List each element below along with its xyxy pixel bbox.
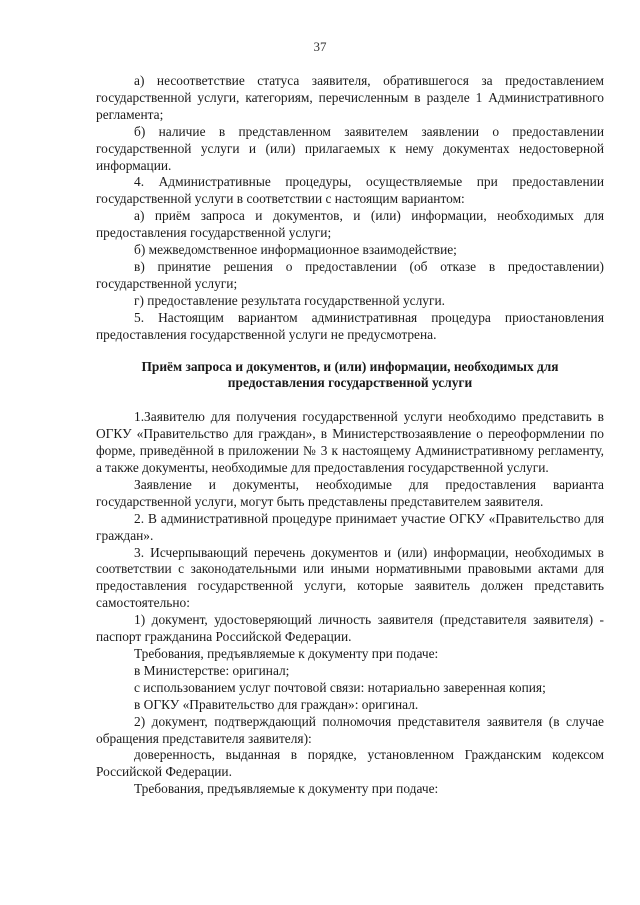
paragraph: г) предоставление результата государственной услуги. bbox=[134, 292, 445, 308]
paragraph: 4. Административные процедуры, осуществляемые при предоставлении государственной услуги в соответствии с настоящим вариантом: bbox=[96, 174, 604, 207]
paragraph: 2. В административной процедуре принимает участие ОГКУ «Правительство для граждан». bbox=[96, 510, 604, 543]
paragraph: а) несоответствие статуса заявителя, обратившегося за предоставлением государственной услуги, категориям, перечисленным в разделе 1 Административного регламента; bbox=[96, 73, 604, 122]
paragraph: 2) документ, подтверждающий полномочия представителя заявителя (в случае обращения представителя заявителя): bbox=[96, 713, 604, 746]
paragraph: 3. Исчерпывающий перечень документов и (или) информации, необходимых в соответствии с законодательными или иными нормативными правовыми актами для предоставления государственной услуги, которые заявитель должен представить самостоятельно: bbox=[96, 544, 604, 611]
paragraph: в Министерстве: оригинал; bbox=[134, 662, 290, 678]
paragraph: Заявление и документы, необходимые для предоставления варианта государственной услуги, могут быть представлены представителем заявителя. bbox=[96, 476, 604, 509]
paragraph: Требования, предъявляемые к документу при подаче: bbox=[134, 646, 439, 661]
section-heading: Приём запроса и документов, и (или) информации, необходимых для предоставления государственной услуги bbox=[141, 358, 559, 391]
paragraph: с использованием услуг почтовой связи: нотариально заверенная копия; bbox=[134, 679, 546, 695]
paragraph: 1.Заявителю для получения государственной услуги необходимо представить в ОГКУ «Правительство для граждан», в Министерствозаявление о переоформлении по форме, приведённой в приложении № 3 к настоящему Административному регламенту, а также документы, необходимые для предоставления государственной услуги. bbox=[96, 409, 604, 476]
document-body bbox=[96, 73, 604, 798]
paragraph: Требования, предъявляемые к документу при подаче: bbox=[134, 781, 439, 797]
page-number: 37 bbox=[313, 39, 327, 54]
paragraph: в) принятие решения о предоставлении (об отказе в предоставлении) государственной услуги; bbox=[96, 258, 604, 291]
paragraph: б) межведомственное информационное взаимодействие; bbox=[134, 242, 457, 258]
paragraph: доверенность, выданная в порядке, установленном Гражданским кодексом Российской Федерации. bbox=[96, 747, 604, 780]
paragraph: 5. Настоящим вариантом административная процедура приостановления предоставления государственной услуги не предусмотрена. bbox=[96, 309, 604, 342]
paragraph: б) наличие в представленном заявителем заявлении о предоставлении государственной услуги и (или) прилагаемых к нему документах недостоверной информации. bbox=[96, 123, 604, 173]
paragraph: в ОГКУ «Правительство для граждан»: оригинал. bbox=[134, 696, 419, 712]
paragraph: 1) документ, удостоверяющий личность заявителя (представителя заявителя) - паспорт гражданина Российской Федерации. bbox=[96, 612, 604, 645]
paragraph: а) приём запроса и документов, и (или) информации, необходимых для предоставления государственной услуги; bbox=[96, 208, 604, 241]
